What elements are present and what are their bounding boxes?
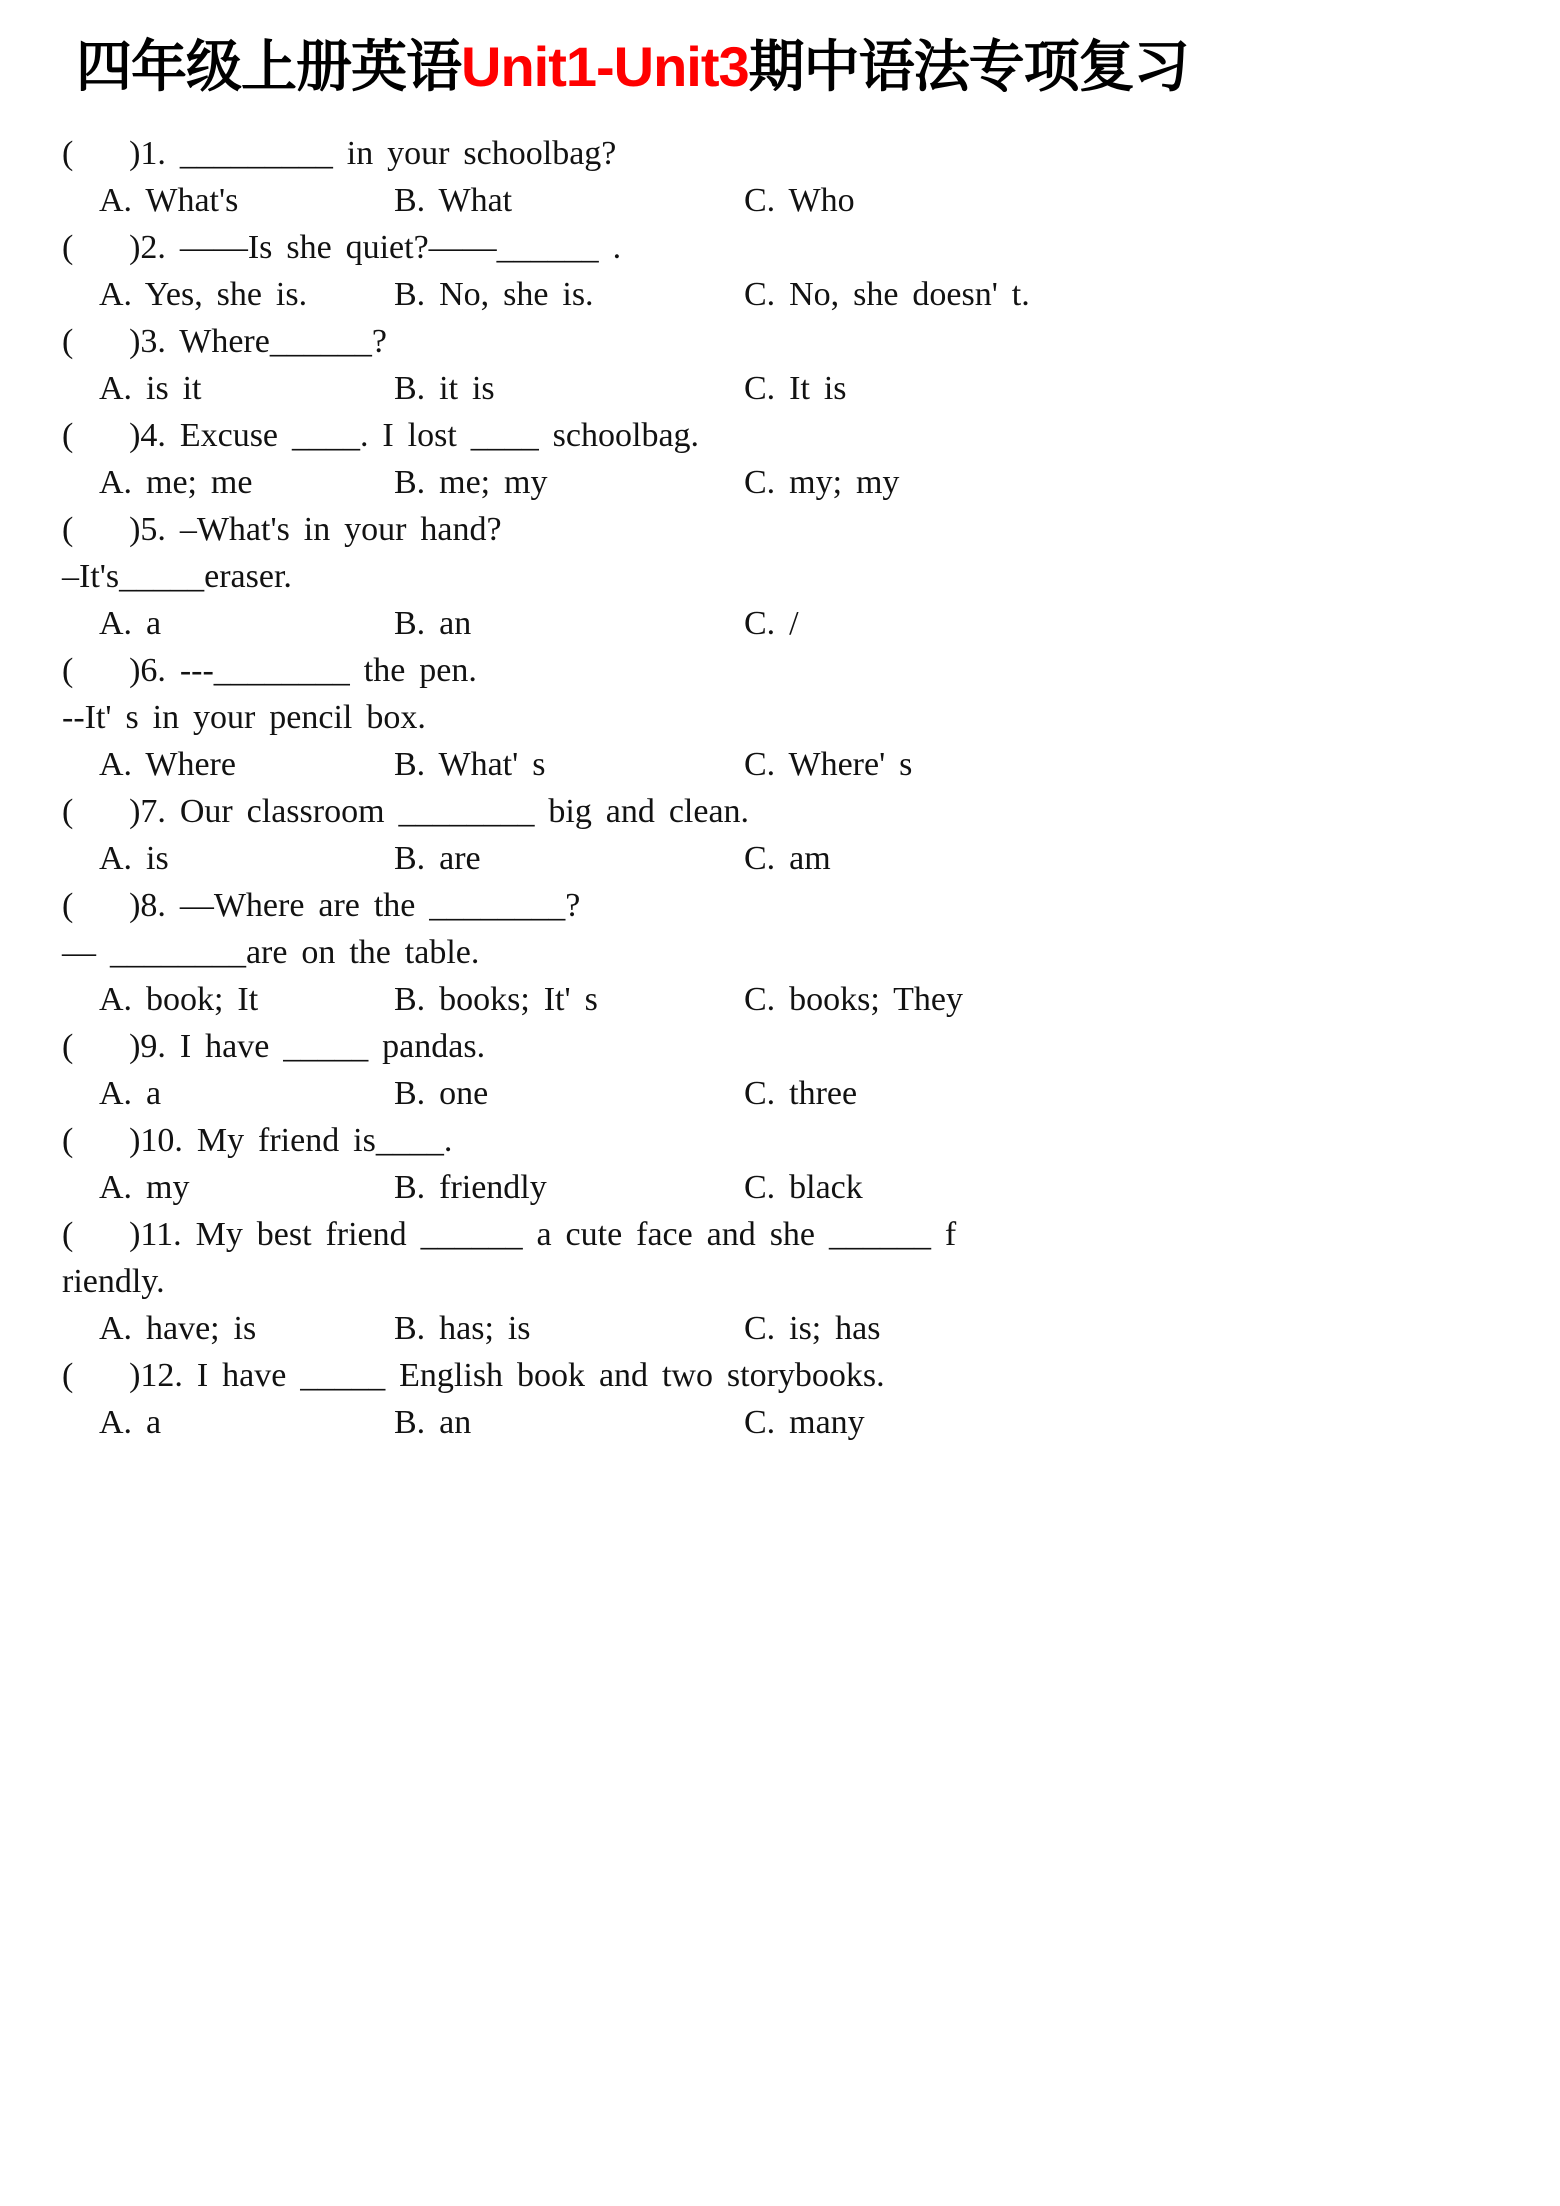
question-stem: ( )10. My friend is____. (62, 1122, 453, 1159)
option-c: C. black (744, 1169, 863, 1206)
title-suffix: 期中语法专项复习 (748, 35, 1189, 98)
question-12 (62, 1352, 1508, 1446)
option-a: A. is it (99, 370, 202, 407)
option-b: B. are (394, 840, 481, 877)
option-b: B. friendly (394, 1169, 547, 1206)
option-a: A. What's (99, 182, 239, 219)
option-b: B. books; It' s (394, 981, 598, 1018)
title-prefix: 四年级上册英语 (76, 35, 461, 98)
option-b: B. What (394, 182, 513, 219)
options-row (62, 1070, 1508, 1117)
option-a: A. me; me (99, 464, 253, 501)
option-c: C. books; They (744, 981, 963, 1018)
title-highlight: Unit1-Unit3 (461, 35, 749, 98)
option-a: A. Where (99, 746, 236, 783)
option-a: A. Yes, she is. (99, 276, 308, 313)
option-b: B. What' s (394, 746, 546, 783)
options-row (62, 741, 1508, 788)
question-stem: ( )6. ---________ the pen. (62, 652, 477, 689)
options-row (62, 177, 1508, 224)
question-stem: ( )8. —Where are the ________? (62, 887, 581, 924)
option-c: C. my; my (744, 464, 900, 501)
question-11 (62, 1211, 1508, 1352)
question-stem-continuation: –It's_____eraser. (62, 558, 292, 595)
question-1 (62, 130, 1508, 224)
option-a: A. my (99, 1169, 190, 1206)
option-a: A. is (99, 840, 169, 877)
question-stem-continuation: — ________are on the table. (62, 934, 480, 971)
option-c: C. It is (744, 370, 847, 407)
option-c: C. many (744, 1404, 865, 1441)
question-stem: ( )9. I have _____ pandas. (62, 1028, 486, 1065)
options-row (62, 365, 1508, 412)
option-b: B. has; is (394, 1310, 531, 1347)
option-c: C. three (744, 1075, 858, 1112)
question-stem: ( )2. ——Is she quiet?——______ . (62, 229, 622, 266)
option-c: C. is; has (744, 1310, 881, 1347)
option-a: A. book; It (99, 981, 259, 1018)
options-row (62, 459, 1508, 506)
question-stem: ( )12. I have _____ English book and two storybooks. (62, 1357, 885, 1394)
option-c: C. No, she doesn' t. (744, 276, 1030, 313)
question-stem-continuation: --It' s in your pencil box. (62, 699, 426, 736)
options-row (62, 1164, 1508, 1211)
question-9 (62, 1023, 1508, 1117)
option-c: C. Who (744, 182, 855, 219)
question-stem: ( )7. Our classroom ________ big and clean. (62, 793, 750, 830)
option-c: C. / (744, 605, 799, 642)
option-b: B. No, she is. (394, 276, 594, 313)
option-b: B. an (394, 605, 472, 642)
option-b: B. an (394, 1404, 472, 1441)
option-b: B. me; my (394, 464, 548, 501)
options-row (62, 271, 1508, 318)
question-7 (62, 788, 1508, 882)
option-b: B. one (394, 1075, 489, 1112)
question-8 (62, 882, 1508, 1023)
options-row (62, 1399, 1508, 1446)
option-a: A. a (99, 1075, 162, 1112)
question-stem: ( )4. Excuse ____. I lost ____ schoolbag. (62, 417, 700, 454)
options-row (62, 1305, 1508, 1352)
question-list (62, 130, 1508, 1446)
option-c: C. Where' s (744, 746, 913, 783)
page-title (76, 34, 1508, 100)
question-stem-continuation: riendly. (62, 1263, 165, 1300)
option-a: A. a (99, 605, 162, 642)
options-row (62, 976, 1508, 1023)
question-10 (62, 1117, 1508, 1211)
question-5 (62, 506, 1508, 647)
question-stem: ( )11. My best friend ______ a cute face and she ______ f (62, 1216, 957, 1253)
question-2 (62, 224, 1508, 318)
question-4 (62, 412, 1508, 506)
options-row (62, 835, 1508, 882)
question-stem: ( )5. –What's in your hand? (62, 511, 502, 548)
question-stem: ( )1. _________ in your schoolbag? (62, 135, 617, 172)
question-6 (62, 647, 1508, 788)
option-b: B. it is (394, 370, 495, 407)
option-c: C. am (744, 840, 831, 877)
question-stem: ( )3. Where______? (62, 323, 387, 360)
question-3 (62, 318, 1508, 412)
option-a: A. a (99, 1404, 162, 1441)
options-row (62, 600, 1508, 647)
option-a: A. have; is (99, 1310, 257, 1347)
